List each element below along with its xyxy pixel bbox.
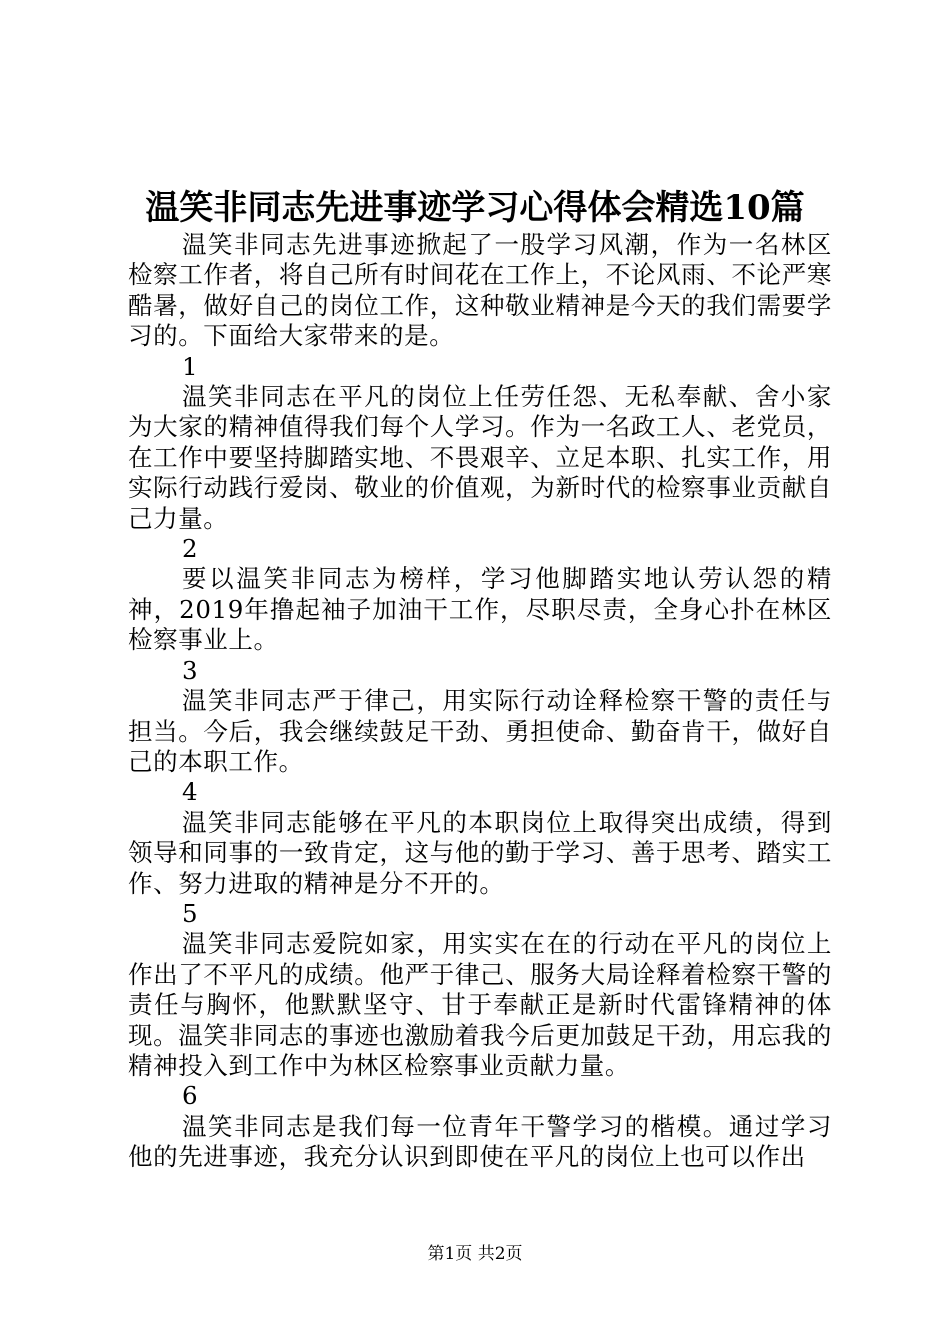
section-number: 6 xyxy=(182,1081,199,1111)
paragraph: 温笑非同志先进事迹掀起了一股学习风潮，作为一名林区检察工作者，将自己所有时间花在工作上，不论风雨、不论严寒酷暑，做好自己的岗位工作，这种敬业精神是今天的我们需要学习的。下面给大家带来的是。 xyxy=(128,230,832,351)
section-number: 2 xyxy=(182,534,199,564)
document-title: 温笑非同志先进事迹学习心得体会精选10篇 xyxy=(145,188,805,228)
paragraph: 温笑非同志严于律己，用实际行动诠释检察干警的责任与担当。今后，我会继续鼓足干劲、勇担使命、勤奋肯干，做好自己的本职工作。 xyxy=(128,686,832,776)
paragraph: 温笑非同志爱院如家，用实实在在的行动在平凡的岗位上作出了不平凡的成绩。他严于律己、服务大局诠释着检察干警的责任与胸怀，他默默坚守、甘于奉献正是新时代雷锋精神的体现。温笑非同志的事迹也激励着我今后更加鼓足干劲，用忘我的精神投入到工作中为林区检察事业贡献力量。 xyxy=(128,929,832,1080)
section-number: 5 xyxy=(182,898,199,928)
section-number: 1 xyxy=(182,351,199,381)
section-number: 3 xyxy=(182,655,199,685)
paragraph: 温笑非同志是我们每一位青年干警学习的楷模。通过学习他的先进事迹，我充分认识到即使在平凡的岗位上也可以作出 xyxy=(128,1111,832,1172)
section-number: 4 xyxy=(182,777,199,807)
page-footer: 第1页 共2页 xyxy=(427,1244,523,1264)
paragraph: 温笑非同志能够在平凡的本职岗位上取得突出成绩，得到领导和同事的一致肯定，这与他的勤于学习、善于思考、踏实工作、努力进取的精神是分不开的。 xyxy=(128,807,832,898)
paragraph: 要以温笑非同志为榜样，学习他脚踏实地认劳认怨的精神，2019年撸起袖子加油干工作，尽职尽责，全身心扑在林区检察事业上。 xyxy=(128,564,832,655)
paragraph: 温笑非同志在平凡的岗位上任劳任怨、无私奉献、舍小家为大家的精神值得我们每个人学习。作为一名政工人、老党员，在工作中要坚持脚踏实地、不畏艰辛、立足本职、扎实工作，用实际行动践行爱岗、敬业的价值观，为新时代的检察事业贡献自己力量。 xyxy=(128,382,832,533)
document-body xyxy=(128,230,832,1173)
